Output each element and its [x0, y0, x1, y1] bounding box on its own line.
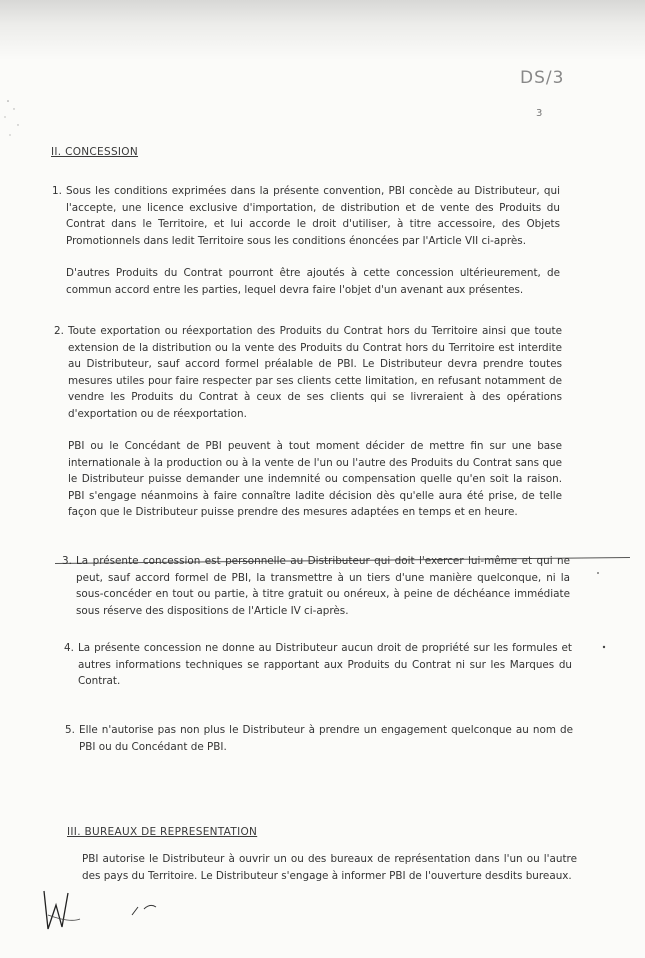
clause-number: 5.	[65, 724, 75, 736]
clause-paragraph: PBI autorise le Distributeur à ouvrir un ou des bureaux de représentation dans l'un ou l'autre des pays du Territoire. Le Distributeur s'engage à informer PBI de l'ouverture desdits bureaux.	[82, 853, 577, 882]
clause-paragraph: La présente concession ne donne au Distributeur aucun droit de propriété sur les formules et autres informations techniques se rapportant aux Produits du Contrat ni sur les Marques du Contrat.	[78, 642, 572, 687]
scan-specks	[0, 95, 30, 155]
clause-3	[62, 553, 570, 619]
clause-2	[54, 323, 562, 521]
section-iii-body	[82, 851, 577, 884]
clause-1	[52, 183, 560, 298]
clause-paragraph: PBI ou le Concédant de PBI peuvent à tout moment décider de mettre fin sur une base internationale à la production ou à la vente de l'un ou l'autre des Produits du Contrat sans que le Distributeur puisse demander une indemnité ou compensation quelle qu'en soit la raison. PBI s'engage néanmoins à faire connaître ladite décision dès qu'elle aura été prise, de telle façon que le Distributeur puisse prendre des mesures adaptées en temps et en heure.	[68, 440, 562, 518]
clause-number: 1.	[52, 185, 62, 197]
clause-paragraph: La présente concession est personnelle au Distributeur qui doit l'exercer lui-même et qui ne peut, sauf accord formel de PBI, la transmettre à un tiers d'une manière quelconque, ni la sous-concéder en tout ou partie, à titre gratuit ou onéreux, à peine de déchéance immédiate sous réserve des dispositions de l'Article IV ci-après.	[76, 555, 570, 617]
scan-shadow	[0, 0, 645, 60]
clause-4	[64, 640, 572, 690]
document-reference: DS/3	[520, 68, 565, 88]
section-ii-title: II. CONCESSION	[51, 146, 139, 158]
clause-number: 3.	[62, 555, 72, 567]
clause-paragraph: D'autres Produits du Contrat pourront être ajoutés à cette concession ultérieurement, de commun accord entre les parties, lequel devra faire l'objet d'un avenant aux présentes.	[66, 267, 560, 296]
clause-paragraph: Sous les conditions exprimées dans la présente convention, PBI concède au Distributeur, qui l'accepte, une licence exclusive d'importation, de distribution et de vente des Produits du Contrat dans le Territoire, et lui accorde le droit d'utiliser, à titre accessoire, des Objets Promotionnels dans ledit Territoire sous les conditions énoncées par l'Article VII ci-après.	[66, 185, 560, 247]
clause-5	[65, 722, 573, 755]
clause-paragraph: Elle n'autorise pas non plus le Distributeur à prendre un engagement quelconque au nom de PBI ou du Concédant de PBI.	[79, 724, 573, 753]
clause-paragraph: Toute exportation ou réexportation des Produits du Contrat hors du Territoire ainsi que toute extension de la distribution ou la vente des Produits du Contrat hors du Territoire est interdite au Distributeur, sauf accord formel préalable de PBI. Le Distributeur devra prendre toutes mesures utiles pour faire respecter par ses clients cette limitation, en refusant notamment de vendre les Produits du Contrat à ceux de ses clients qui se livreraient à des opérations d'exportation ou de réexportation.	[68, 325, 562, 420]
page-number: 3	[536, 108, 543, 119]
margin-mark-icon	[592, 566, 606, 580]
section-iii-title: III. BUREAUX DE REPRESENTATION	[67, 826, 258, 838]
handwritten-initials-icon	[40, 885, 170, 935]
clause-number: 2.	[54, 325, 64, 337]
clause-number: 4.	[64, 642, 74, 654]
margin-mark-icon	[598, 640, 612, 654]
